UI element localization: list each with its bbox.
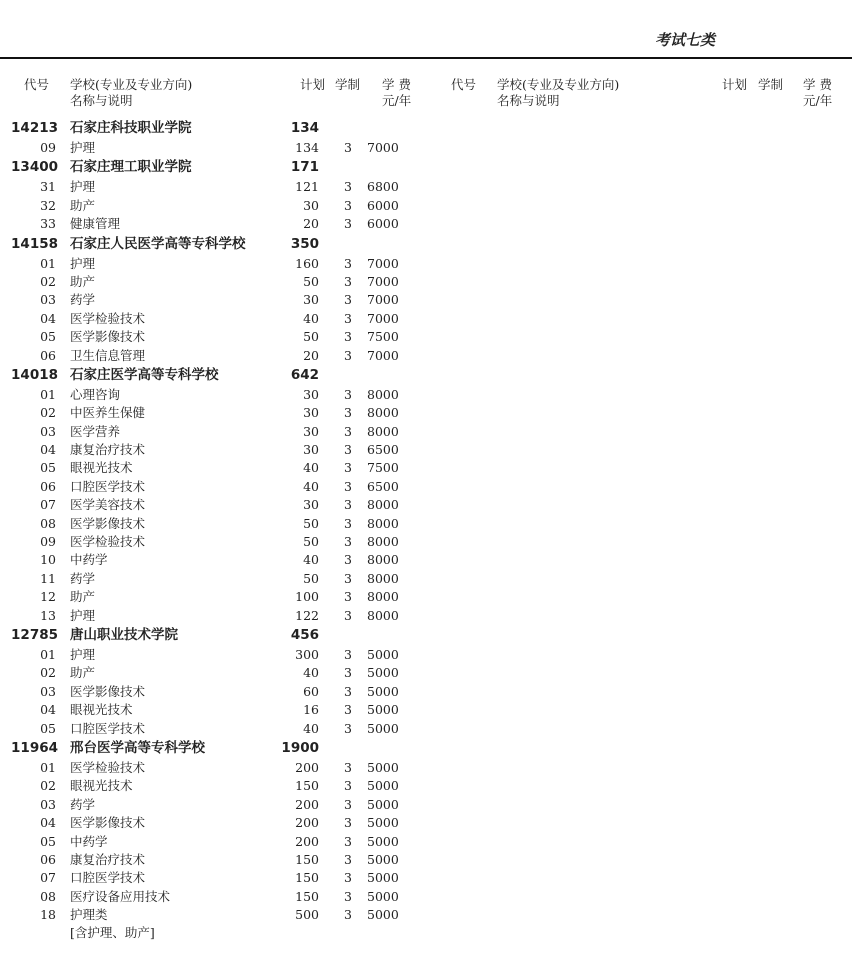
major-duration: 3: [344, 646, 352, 662]
major-name: 眼视光技术: [70, 702, 133, 718]
header-code: 代号: [451, 77, 477, 92]
major-code: 01: [40, 386, 56, 402]
major-fee: 8000: [367, 607, 399, 623]
major-row: [0, 178, 420, 196]
major-row: [0, 869, 420, 887]
major-row: [0, 215, 420, 233]
major-plan: 30: [303, 197, 319, 213]
major-fee: 7000: [367, 273, 399, 289]
school-plan: 642: [290, 366, 319, 383]
major-fee: 5000: [367, 907, 399, 923]
major-duration: 3: [344, 778, 352, 794]
major-row: [0, 814, 420, 832]
major-name: 口腔医学技术: [70, 478, 146, 494]
major-name: 助产: [70, 589, 96, 605]
major-fee: 7000: [367, 255, 399, 271]
major-plan: 150: [295, 870, 319, 886]
major-code: 06: [40, 347, 56, 363]
major-row: [0, 796, 420, 814]
major-fee: 7000: [367, 347, 399, 363]
header-duration: 学制: [758, 77, 784, 92]
major-row: [0, 404, 420, 422]
header-plan: 计划: [722, 77, 748, 92]
major-plan: 50: [303, 534, 319, 550]
major-row: [0, 533, 420, 551]
major-plan: 30: [303, 442, 319, 458]
major-row: [0, 197, 420, 215]
major-code: 06: [40, 478, 56, 494]
major-code: 11: [40, 570, 56, 586]
school-code: 14158: [11, 235, 58, 252]
major-duration: 3: [344, 329, 352, 345]
major-code: 02: [40, 778, 56, 794]
school-code: 11964: [11, 739, 58, 756]
major-name: 医学美容技术: [70, 497, 146, 513]
major-duration: 3: [344, 534, 352, 550]
major-row: [0, 255, 420, 273]
major-duration: 3: [344, 216, 352, 232]
major-name: 护理: [70, 255, 96, 271]
major-name: 心理咨询: [70, 386, 121, 402]
major-plan: 60: [303, 683, 319, 699]
major-name: 医学检验技术: [70, 759, 146, 775]
major-duration: 3: [344, 683, 352, 699]
major-row: [0, 833, 420, 851]
header-name-line1: 学校(专业及专业方向): [497, 77, 620, 92]
header-name: [70, 77, 192, 109]
major-code: 13: [40, 607, 56, 623]
page-title: 考试七类: [655, 31, 716, 49]
major-name: 护理类: [70, 907, 108, 923]
school-plan: 350: [290, 235, 319, 252]
major-code: 08: [40, 515, 56, 531]
major-fee: 5000: [367, 665, 399, 681]
major-duration: 3: [344, 478, 352, 494]
major-name: 中药学: [70, 552, 108, 568]
major-duration: 3: [344, 460, 352, 476]
major-code: 10: [40, 552, 56, 568]
school-code: 13400: [11, 159, 58, 176]
major-duration: 3: [344, 442, 352, 458]
major-duration: 3: [344, 888, 352, 904]
major-row: [0, 496, 420, 514]
major-row: [0, 423, 420, 441]
major-fee: 6500: [367, 442, 399, 458]
major-name: 医学检验技术: [70, 534, 146, 550]
major-code: 02: [40, 405, 56, 421]
major-name: 眼视光技术: [70, 460, 133, 476]
major-duration: 3: [344, 870, 352, 886]
major-code: 31: [40, 179, 56, 195]
major-duration: 3: [344, 497, 352, 513]
school-name: 邢台医学高等专科学校: [70, 739, 205, 756]
major-name: 卫生信息管理: [70, 347, 146, 363]
major-name: 护理: [70, 179, 96, 195]
major-code: 33: [40, 216, 56, 232]
major-duration: 3: [344, 515, 352, 531]
major-duration: 3: [344, 759, 352, 775]
major-plan: 40: [303, 720, 319, 736]
major-fee: 5000: [367, 683, 399, 699]
major-code: 04: [40, 815, 56, 831]
major-duration: 3: [344, 197, 352, 213]
major-duration: 3: [344, 423, 352, 439]
major-row: [0, 459, 420, 477]
major-plan: 150: [295, 851, 319, 867]
major-fee: 8000: [367, 515, 399, 531]
school-row: [0, 234, 420, 255]
major-row: [0, 851, 420, 869]
major-name: 康复治疗技术: [70, 851, 146, 867]
school-code: 14213: [11, 120, 58, 136]
major-fee: 6000: [367, 197, 399, 213]
major-code: 07: [40, 870, 56, 886]
major-row: [0, 720, 420, 738]
major-name: 医学影像技术: [70, 815, 146, 831]
school-name: 唐山职业技术学院: [70, 626, 178, 643]
major-row: [0, 701, 420, 719]
major-plan: 40: [303, 310, 319, 326]
major-fee: 5000: [367, 815, 399, 831]
header-name-line1: 学校(专业及专业方向): [70, 77, 193, 92]
school-row: [0, 157, 420, 178]
major-row: [0, 588, 420, 606]
major-name: 眼视光技术: [70, 778, 133, 794]
major-name: 药学: [70, 570, 96, 586]
major-duration: 3: [344, 386, 352, 402]
major-plan: 121: [295, 179, 319, 195]
major-duration: 3: [344, 607, 352, 623]
major-code: 05: [40, 329, 56, 345]
major-duration: 3: [344, 273, 352, 289]
major-name: 医学影像技术: [70, 683, 146, 699]
major-duration: 3: [344, 310, 352, 326]
header-name-line2: 名称与说明: [497, 93, 560, 108]
major-plan: 500: [295, 907, 319, 923]
major-fee: 5000: [367, 833, 399, 849]
major-row: [0, 607, 420, 625]
major-plan: 200: [295, 815, 319, 831]
school-plan: 1900: [281, 739, 319, 756]
major-row: [0, 328, 420, 346]
major-code: 01: [40, 255, 56, 271]
major-fee: 5000: [367, 702, 399, 718]
school-name: 石家庄医学高等专科学校: [70, 366, 219, 383]
major-code: 02: [40, 665, 56, 681]
school-row: [0, 365, 420, 386]
header-code: 代号: [24, 77, 50, 92]
school-name: 石家庄人民医学高等专科学校: [70, 235, 246, 252]
major-fee: 7500: [367, 460, 399, 476]
major-code: 32: [40, 197, 56, 213]
major-code: 05: [40, 460, 56, 476]
major-plan: 40: [303, 460, 319, 476]
major-code: 18: [40, 907, 56, 923]
major-name: 医疗设备应用技术: [70, 888, 171, 904]
major-duration: 3: [344, 140, 352, 155]
school-plan: 134: [290, 120, 319, 136]
major-duration: 3: [344, 720, 352, 736]
major-plan: 30: [303, 423, 319, 439]
major-plan: 134: [295, 140, 319, 155]
major-name: 康复治疗技术: [70, 442, 146, 458]
major-row: [0, 386, 420, 404]
major-fee: 8000: [367, 534, 399, 550]
major-row: [0, 347, 420, 365]
major-name: 护理: [70, 646, 96, 662]
major-duration: 3: [344, 255, 352, 271]
major-name: 医学影像技术: [70, 329, 146, 345]
major-row: [0, 759, 420, 777]
school-plan: 456: [290, 626, 319, 643]
school-name: 石家庄理工职业学院: [70, 159, 192, 176]
major-note-row: [0, 924, 420, 941]
major-plan: 20: [303, 347, 319, 363]
major-fee: 8000: [367, 589, 399, 605]
major-code: 04: [40, 442, 56, 458]
major-row: [0, 664, 420, 682]
major-fee: 8000: [367, 497, 399, 513]
header-plan: 计划: [300, 77, 326, 92]
major-name: 助产: [70, 273, 96, 289]
major-plan: 200: [295, 796, 319, 812]
major-code: 09: [40, 534, 56, 550]
major-name: 健康管理: [70, 216, 121, 232]
major-code: 03: [40, 796, 56, 812]
school-row: [0, 118, 420, 139]
major-row: [0, 515, 420, 533]
major-name: 药学: [70, 292, 96, 308]
major-plan: 100: [295, 589, 319, 605]
major-plan: 40: [303, 552, 319, 568]
major-code: 06: [40, 851, 56, 867]
major-duration: 3: [344, 347, 352, 363]
school-row: [0, 738, 420, 759]
major-duration: 3: [344, 702, 352, 718]
major-plan: 200: [295, 759, 319, 775]
major-plan: 122: [295, 607, 319, 623]
major-duration: 3: [344, 405, 352, 421]
header-fee: [803, 77, 832, 109]
major-fee: 6500: [367, 478, 399, 494]
major-fee: 6000: [367, 216, 399, 232]
major-plan: 300: [295, 646, 319, 662]
major-duration: 3: [344, 796, 352, 812]
school-code: 14018: [11, 366, 58, 383]
major-row: [0, 646, 420, 664]
major-row: [0, 310, 420, 328]
header-rule: [0, 57, 852, 59]
major-plan: 30: [303, 405, 319, 421]
enrollment-table: [0, 118, 420, 941]
major-name: 口腔医学技术: [70, 720, 146, 736]
major-note: [含护理、助产]: [70, 925, 155, 941]
major-fee: 5000: [367, 720, 399, 736]
major-fee: 7000: [367, 292, 399, 308]
major-fee: 7000: [367, 140, 399, 155]
header-fee-line1: 学 费: [382, 77, 411, 92]
major-name: 助产: [70, 665, 96, 681]
major-code: 08: [40, 888, 56, 904]
major-duration: 3: [344, 907, 352, 923]
major-name: 医学影像技术: [70, 515, 146, 531]
major-code: 05: [40, 833, 56, 849]
major-row: [0, 888, 420, 906]
major-plan: 200: [295, 833, 319, 849]
header-duration: 学制: [335, 77, 361, 92]
major-plan: 50: [303, 273, 319, 289]
major-row: [0, 906, 420, 924]
major-plan: 160: [295, 255, 319, 271]
major-fee: 5000: [367, 888, 399, 904]
major-row: [0, 777, 420, 795]
major-name: 口腔医学技术: [70, 870, 146, 886]
major-duration: 3: [344, 851, 352, 867]
header-fee-line1: 学 费: [803, 77, 832, 92]
major-plan: 150: [295, 888, 319, 904]
major-name: 中药学: [70, 833, 108, 849]
major-row: [0, 551, 420, 569]
major-duration: 3: [344, 292, 352, 308]
major-fee: 8000: [367, 570, 399, 586]
major-fee: 8000: [367, 423, 399, 439]
major-row: [0, 139, 420, 157]
major-fee: 5000: [367, 851, 399, 867]
major-fee: 8000: [367, 386, 399, 402]
major-name: 护理: [70, 607, 96, 623]
major-duration: 3: [344, 589, 352, 605]
major-row: [0, 478, 420, 496]
major-name: 中医养生保健: [70, 405, 146, 421]
major-fee: 7000: [367, 310, 399, 326]
header-name-line2: 名称与说明: [70, 93, 133, 108]
major-code: 09: [40, 140, 56, 155]
major-code: 03: [40, 292, 56, 308]
major-plan: 30: [303, 292, 319, 308]
major-duration: 3: [344, 815, 352, 831]
major-code: 03: [40, 683, 56, 699]
major-fee: 5000: [367, 759, 399, 775]
major-fee: 8000: [367, 405, 399, 421]
major-plan: 50: [303, 570, 319, 586]
major-code: 07: [40, 497, 56, 513]
major-code: 03: [40, 423, 56, 439]
major-plan: 16: [303, 702, 319, 718]
header-fee-line2: 元/年: [803, 93, 833, 108]
major-plan: 40: [303, 478, 319, 494]
major-row: [0, 273, 420, 291]
major-name: 医学检验技术: [70, 310, 146, 326]
school-code: 12785: [11, 626, 58, 643]
major-fee: 8000: [367, 552, 399, 568]
school-plan: 171: [290, 159, 319, 176]
major-code: 05: [40, 720, 56, 736]
major-name: 医学营养: [70, 423, 121, 439]
major-plan: 30: [303, 386, 319, 402]
major-duration: 3: [344, 665, 352, 681]
school-name: 石家庄科技职业学院: [70, 120, 192, 136]
major-code: 01: [40, 646, 56, 662]
major-row: [0, 441, 420, 459]
major-name: 助产: [70, 197, 96, 213]
major-code: 01: [40, 759, 56, 775]
school-row: [0, 625, 420, 646]
major-fee: 7500: [367, 329, 399, 345]
major-duration: 3: [344, 552, 352, 568]
major-fee: 5000: [367, 646, 399, 662]
header-fee: [382, 77, 411, 109]
major-duration: 3: [344, 570, 352, 586]
major-plan: 50: [303, 329, 319, 345]
header-name: [497, 77, 619, 109]
major-duration: 3: [344, 179, 352, 195]
major-plan: 150: [295, 778, 319, 794]
major-name: 护理: [70, 140, 96, 155]
major-fee: 5000: [367, 870, 399, 886]
major-name: 药学: [70, 796, 96, 812]
major-plan: 20: [303, 216, 319, 232]
major-plan: 40: [303, 665, 319, 681]
major-fee: 6800: [367, 179, 399, 195]
major-code: 04: [40, 702, 56, 718]
major-code: 02: [40, 273, 56, 289]
major-plan: 50: [303, 515, 319, 531]
major-plan: 30: [303, 497, 319, 513]
major-row: [0, 570, 420, 588]
major-code: 04: [40, 310, 56, 326]
major-fee: 5000: [367, 778, 399, 794]
major-duration: 3: [344, 833, 352, 849]
major-fee: 5000: [367, 796, 399, 812]
major-row: [0, 683, 420, 701]
major-code: 12: [40, 589, 56, 605]
header-fee-line2: 元/年: [382, 93, 412, 108]
major-row: [0, 291, 420, 309]
